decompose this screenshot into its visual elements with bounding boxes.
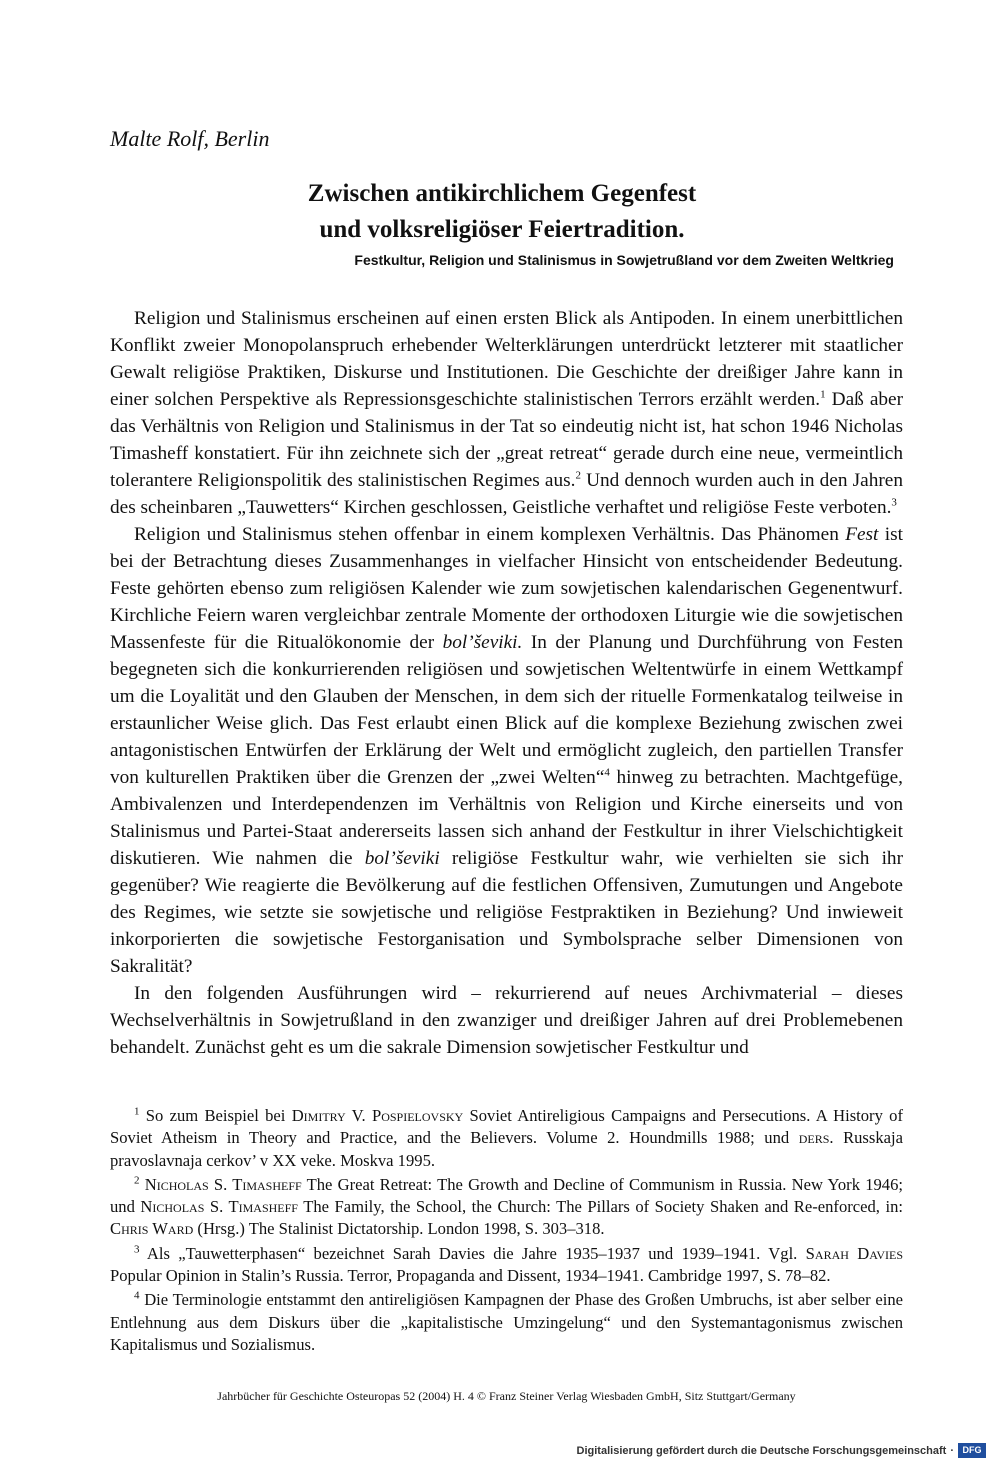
body-text-span: religiöse Festkultur wahr, wie verhielten sie sich ihr gegenüber? Wie reagierte die Bevölkerung auf die festlichen Offensiven, Zumutungen und Angebote des Regimes, wie setzte sie sowjetische und religiöse Festpraktiken in Beziehung? Und inwieweit inkorporierten die sowjetische Festorganisation und Symbolsprache selber Dimensionen von Sakralität? <box>110 848 903 977</box>
footnote-number: 2 <box>134 1174 140 1187</box>
footnote-number: 1 <box>134 1105 140 1118</box>
footnote-text: Soviet Antireligious Campaigns and Persecutions. A History of Soviet Atheism in Theory and Practice, and the Believers. Volume 2. Houndmills 1988; und <box>110 1106 903 1148</box>
author-line: Malte Rolf, Berlin <box>110 126 270 151</box>
footnote-ref-4[interactable]: 4 <box>604 766 610 779</box>
body-text-span: In der Planung und Durchführung von Festen begegneten sich die konkurrierenden religiösen und sowjetischen Weltentwürfe in einem Wettkampf um die Loyalität und den Glauben der Menschen, in dem sich der rituelle Formenkatalog teilweise in erstaunlicher Weise glich. Das Fest erlaubt einen Blick auf die komplexe Beziehung zwischen zwei antagonistischen Entwürfen der Erklärung der Welt und ermöglicht zugleich, den partiellen Transfer von kulturellen Praktiken über die Grenzen der „zwei Welten“ <box>110 632 903 788</box>
footnote-text: Als „Tauwetterphasen“ bezeichnet Sarah Davies die Jahre 1935–1937 und 1939–1941. Vgl. <box>139 1243 806 1263</box>
dfg-funding-notice <box>577 1443 986 1458</box>
footnote-author: Dimitry V. Pospielovsky <box>291 1106 464 1125</box>
italic-term: Fest <box>845 524 879 545</box>
footnote-text: The Family, the School, the Church: The Pillars of Society Shaken and Re-enforced, in: <box>297 1197 903 1217</box>
footnote-author: ders. <box>798 1128 834 1148</box>
article-body <box>110 305 903 1061</box>
footnote-text: Russkaja pravoslavnaja cerkov’ v XX veke. Moskva 1995. <box>110 1128 903 1170</box>
footnote-1 <box>110 1105 903 1172</box>
footnote-author: Nicholas S. Timasheff <box>144 1174 302 1194</box>
article-title-line-1: Zwischen antikirchlichem Gegenfest <box>307 180 697 207</box>
journal-citation-line: Jahrbücher für Geschichte Osteuropas 52 (2004) H. 4 © Franz Steiner Verlag Wiesbaden GmbH, Sitz Stuttgart/Germany <box>217 1389 796 1403</box>
dfg-funding-text: Digitalisierung gefördert durch die Deutsche Forschungsgemeinschaft <box>576 1444 947 1457</box>
footnote-text: Die Terminologie entstammt den antireligiösen Kampagnen der Phase des Großen Umbruchs, ist aber selber eine Entlehnung aus dem Diskurs über die „kapitalistische Umzingelung“ und den Systemantagonismus zwischen Kapitalismus und Sozialismus. <box>110 1290 903 1354</box>
body-paragraph-1 <box>110 305 903 521</box>
body-text-span: Religion und Stalinismus stehen offenbar in einem komplexen Verhältnis. Das Phänomen <box>134 524 846 545</box>
footnote-number: 4 <box>134 1289 140 1302</box>
article-title-block <box>110 176 894 268</box>
article-subtitle: Festkultur, Religion und Stalinismus in Sowjetrußland vor dem Zweiten Weltkrieg <box>354 252 894 268</box>
footnote-text: So zum Beispiel bei <box>139 1106 292 1125</box>
body-text-span: hinweg zu betrachten. Machtgefüge, Ambivalenzen und Interdependenzen im Verhältnis von Religion und Kirche einerseits und von Stalinismus und Partei-Staat andererseits lassen sich anhand der Festkultur in ihrer Vielschichtigkeit diskutieren. Wie nahmen die <box>110 767 904 869</box>
body-text-span: Und dennoch wurden auch in den Jahren des scheinbaren „Tauwetters“ Kirchen geschlossen, Geistliche verhaftet und religiöse Feste verboten. <box>110 470 903 518</box>
footnote-3 <box>110 1243 903 1288</box>
footnotes <box>110 1105 903 1358</box>
footnote-text: The Great Retreat: The Growth and Decline of Communism in Russia. New York 1946; und <box>110 1174 903 1217</box>
body-paragraph-3: In den folgenden Ausführungen wird – rekurrierend auf neues Archivmaterial – dieses Wechselverhältnis in Sowjetrußland in den zwanziger und dreißiger Jahren auf drei Problemebenen behandelt. Zunächst geht es um die sakrale Dimension sowjetischer Festkultur und <box>110 983 903 1058</box>
body-text-span: ist bei der Betrachtung dieses Zusammenhanges in vielfacher Hinsicht von entscheidender Bedeutung. Feste gehörten ebenso zum religiösen Kalender wie zum sowjetischen kalendarischen Gegenentwurf. Kirchliche Feiern waren vergleichbar zentrale Momente der orthodoxen Liturgie wie die sowjetischen Massenfeste für die Ritualökonomie der <box>110 524 903 653</box>
separator-dot: · <box>950 1444 954 1457</box>
footnote-2 <box>110 1174 903 1241</box>
article-title-line-2: und volksreligiöser Feiertradition. <box>319 216 685 243</box>
footnote-author: Chris Ward <box>110 1219 194 1239</box>
footnote-number: 3 <box>134 1243 140 1256</box>
body-text-span: Daß aber das Verhältnis von Religion und Stalinismus in der Tat so eindeutig nicht ist, hat schon 1946 Nicholas Timasheff konstatiert. Für ihn zeichnete sich der „great retreat“ gerade durch eine neue, vermeintlich tolerantere Religionspolitik des stalinistischen Regimes aus. <box>110 389 903 491</box>
body-text-span: Religion und Stalinismus erscheinen auf einen ersten Blick als Antipoden. In einem unerbittlichen Konflikt zweier Monopolanspruch erhebender Welterklärungen unterdrückt letzterer mit staatlicher Gewalt religiöse Praktiken, Diskurse und Institutionen. Die Geschichte der dreißiger Jahre kann in einer solchen Perspektive als Repressionsgeschichte stalinistischen Terrors erzählt werden. <box>110 308 903 410</box>
body-paragraph-2 <box>110 521 903 980</box>
footnote-4 <box>110 1289 903 1356</box>
footnote-ref-2[interactable]: 2 <box>575 469 581 482</box>
footnote-text: (Hrsg.) The Stalinist Dictatorship. London 1998, S. 303–318. <box>193 1219 605 1239</box>
footnote-text: Popular Opinion in Stalin’s Russia. Terror, Propaganda and Dissent, 1934–1941. Cambridge 1997, S. 78–82. <box>110 1266 831 1286</box>
footnote-author: Nicholas S. Timasheff <box>140 1197 298 1217</box>
footnote-author: Sarah Davies <box>805 1243 903 1263</box>
footnote-ref-3[interactable]: 3 <box>891 496 897 509</box>
italic-term: bol’ševiki <box>364 848 440 869</box>
footnote-ref-1[interactable]: 1 <box>820 388 826 401</box>
italic-term: bol’ševiki. <box>442 632 523 653</box>
dfg-logo-icon: DFG <box>958 1443 986 1458</box>
